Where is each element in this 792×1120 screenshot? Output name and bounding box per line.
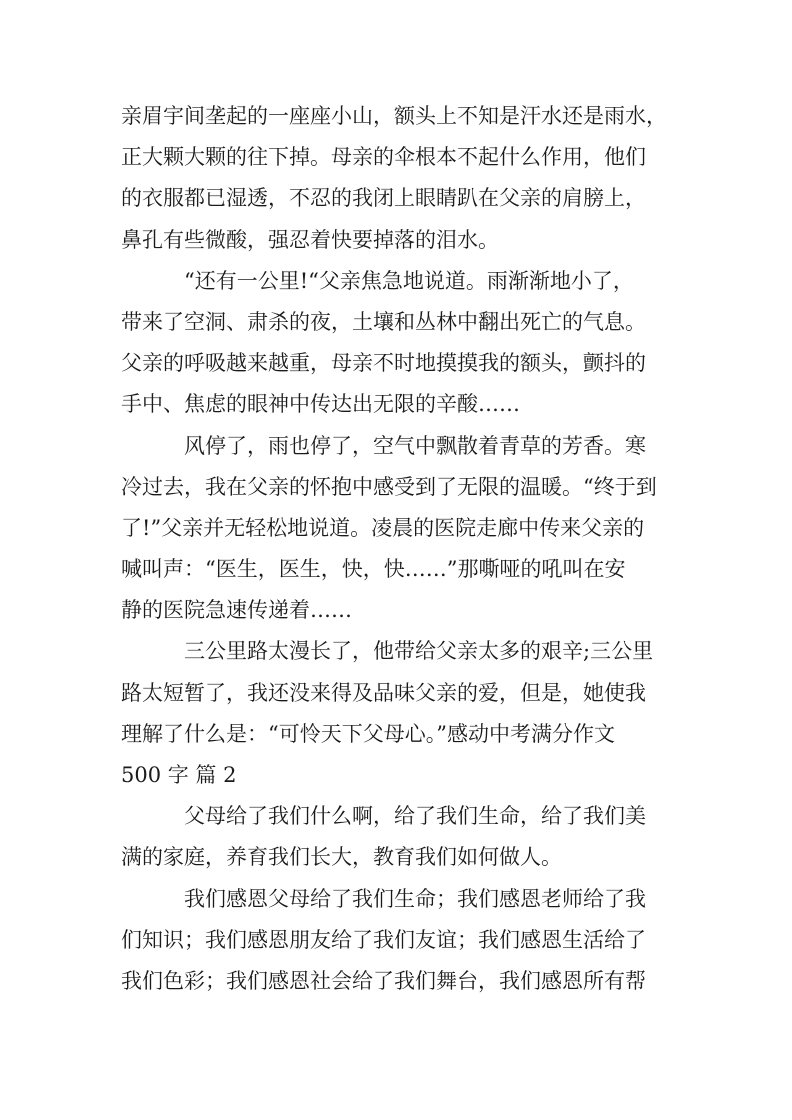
- text-line: 喊叫声：“医生，医生，快，快……”那嘶哑的吼叫在安: [121, 557, 626, 582]
- text-line: 500 字 篇 2: [121, 763, 237, 787]
- text-line: 们知识；我们感恩朋友给了我们友谊；我们感恩生活给了: [121, 927, 646, 952]
- text-line: 理解了什么是：“可怜天下父母心。”感动中考满分作文: [121, 721, 615, 746]
- text-line: 鼻孔有些微酸，强忍着快要掉落的泪水。: [121, 227, 499, 252]
- text-line: 父亲的呼吸越来越重，母亲不时地摸摸我的额头，颤抖的: [121, 351, 646, 376]
- text-line: 我们色彩；我们感恩社会给了我们舞台，我们感恩所有帮: [121, 968, 646, 993]
- text-line: 冷过去，我在父亲的怀抱中感受到了无限的温暖。“终于到: [121, 474, 657, 499]
- text-line: 亲眉宇间垄起的一座座小山，额头上不知是汗水还是雨水，: [121, 104, 667, 128]
- text-line: 的衣服都已湿透，不忍的我闭上眼睛趴在父亲的肩膀上，: [121, 186, 646, 211]
- text-line: 了!”父亲并无轻松地说道。凌晨的医院走廊中传来父亲的: [121, 515, 645, 540]
- text-line: 路太短暂了，我还没来得及品味父亲的爱，但是，她使我: [121, 680, 646, 705]
- text-line: 三公里路太漫长了，他带给父亲太多的艰辛;三公里: [184, 639, 654, 664]
- essay-text: [121, 96, 666, 1002]
- text-line: 静的医院急速传递着……: [121, 598, 352, 623]
- text-line: 正大颗大颗的往下掉。母亲的伞根本不起什么作用，他们: [121, 145, 646, 170]
- text-line: 我们感恩父母给了我们生命；我们感恩老师给了我: [184, 886, 646, 911]
- text-line: 满的家庭，养育我们长大，教育我们如何做人。: [121, 845, 562, 870]
- text-line: “还有一公里!“父亲焦急地说道。雨渐渐地小了，: [184, 268, 634, 293]
- text-line: 风停了，雨也停了，空气中飘散着青草的芳香。寒: [184, 433, 646, 458]
- text-line: 带来了空洞、肃杀的夜，土壤和丛林中翻出死亡的气息。: [121, 309, 646, 334]
- text-line: 手中、焦虑的眼神中传达出无限的辛酸……: [121, 392, 520, 417]
- text-line: 父母给了我们什么啊，给了我们生命，给了我们美: [184, 804, 646, 829]
